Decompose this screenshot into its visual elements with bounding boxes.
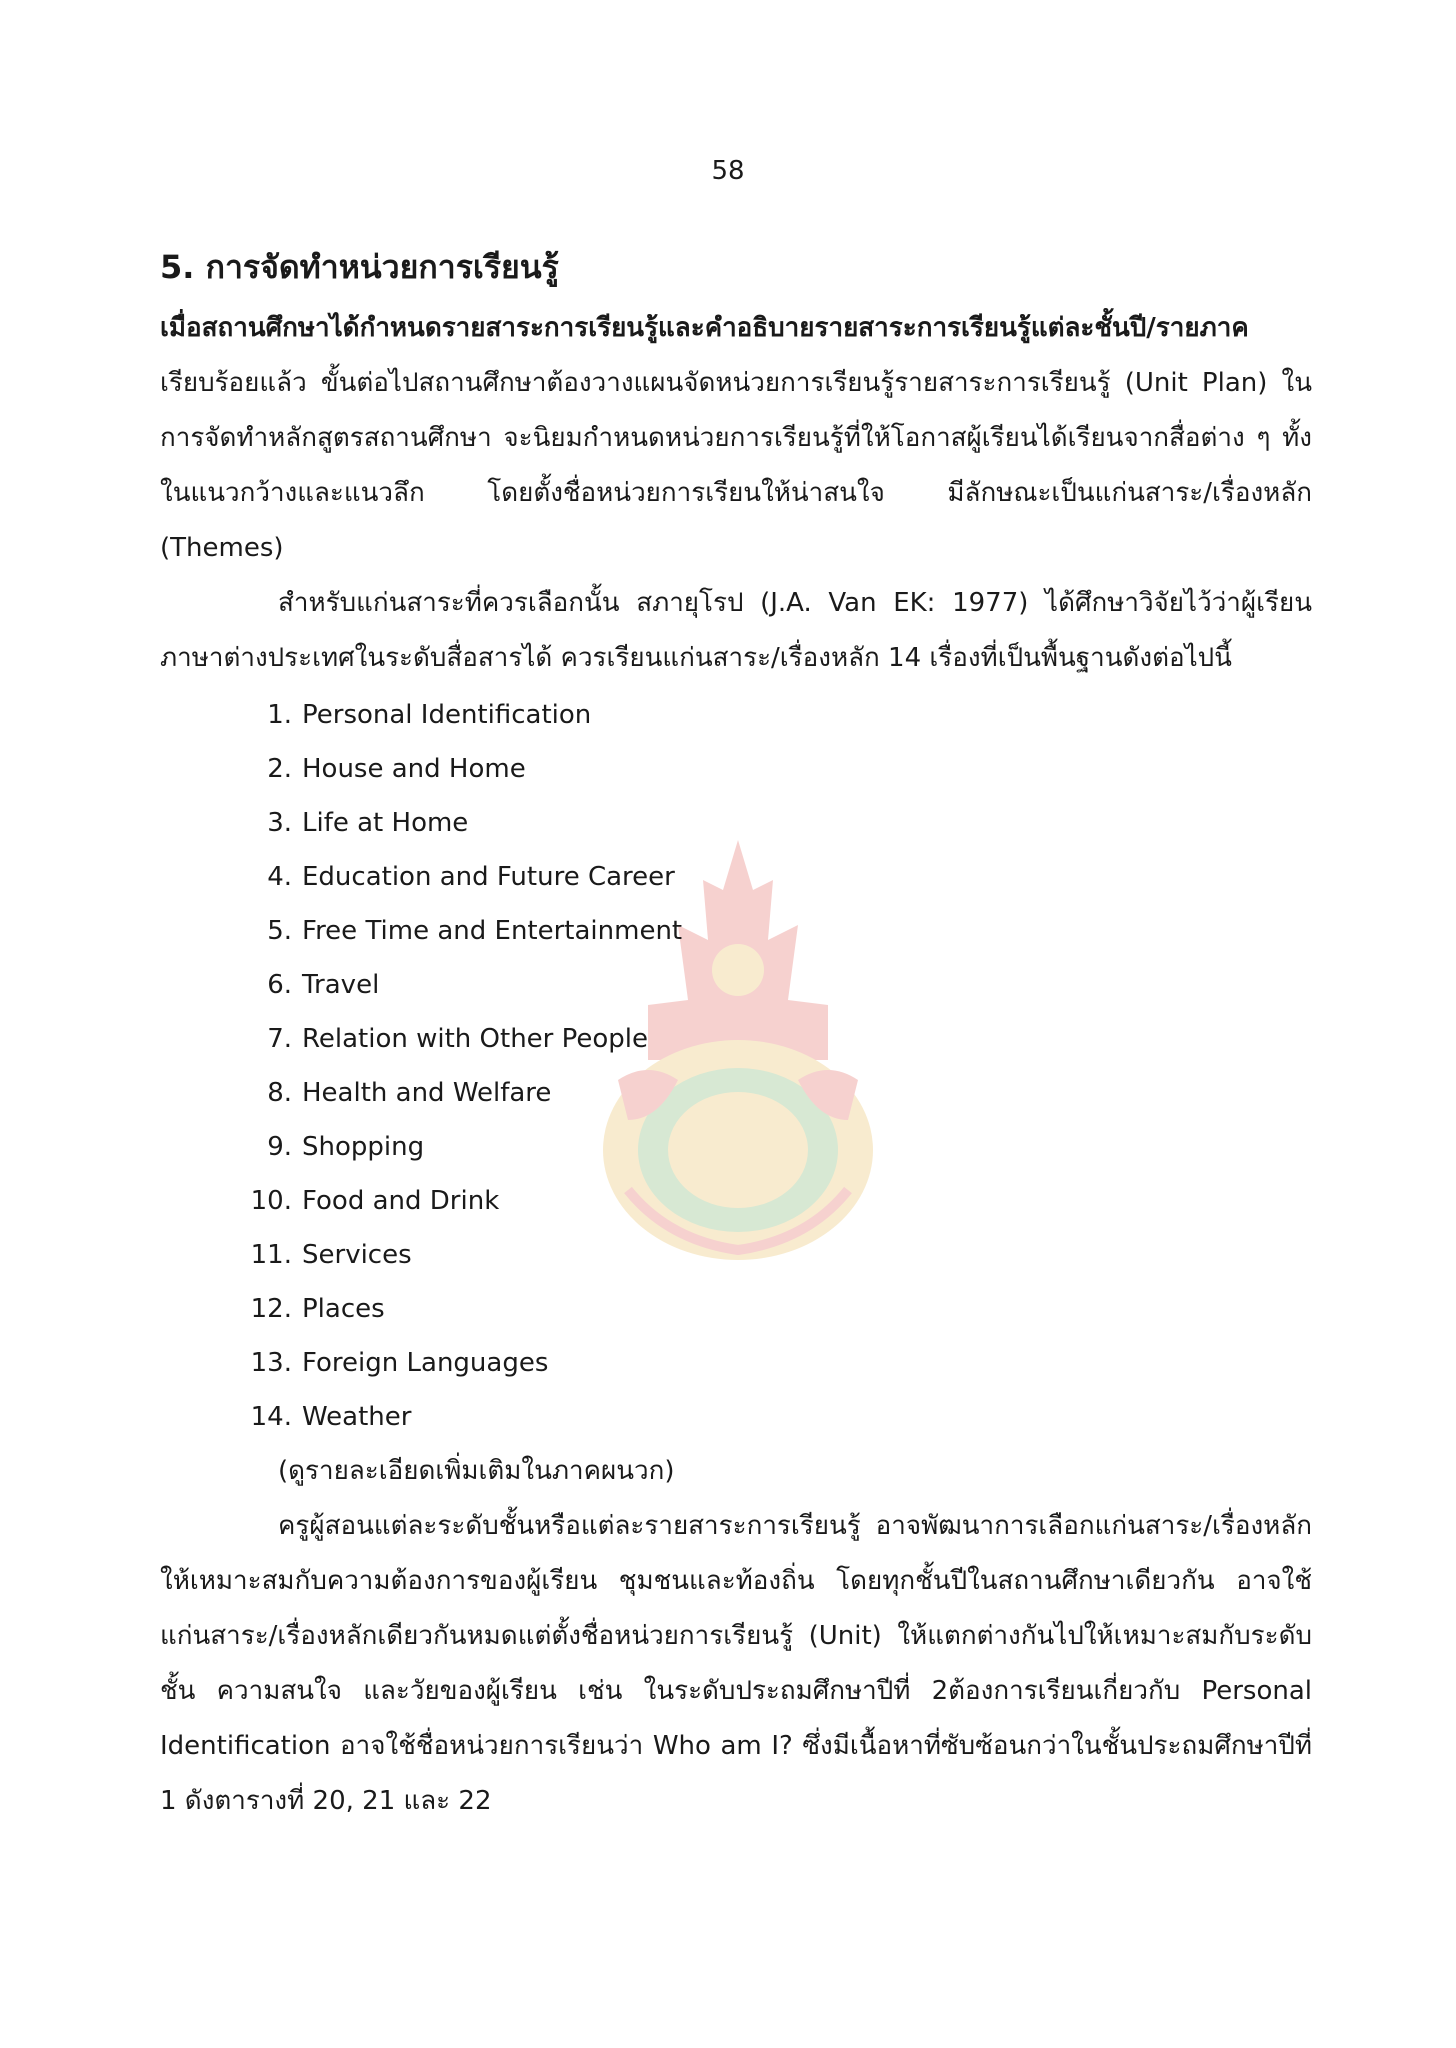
- theme-list-item: [160, 904, 1312, 958]
- theme-number: 10.: [250, 1185, 292, 1216]
- theme-label: Education and Future Career: [302, 861, 675, 892]
- theme-list-item: [160, 850, 1312, 904]
- page-number: 58: [711, 156, 745, 186]
- theme-number: 9.: [267, 1131, 292, 1162]
- theme-number: 1.: [267, 699, 292, 730]
- theme-number: 7.: [267, 1023, 292, 1054]
- theme-number: 13.: [250, 1347, 292, 1378]
- theme-list-item: [160, 1174, 1312, 1228]
- theme-label: Weather: [302, 1401, 412, 1432]
- theme-label: Travel: [302, 969, 380, 1000]
- appendix-note: (ดูรายละเอียดเพิ่มเติมในภาคผนวก): [278, 1456, 675, 1486]
- theme-number: 14.: [250, 1401, 292, 1432]
- intro-paragraph: [160, 301, 1312, 576]
- section-heading: 5. การจัดทำหน่วยการเรียนรู้: [160, 248, 559, 286]
- intro-text: เรียบร้อยแล้ว ขั้นต่อไปสถานศึกษาต้องวางแผนจัดหน่วยการเรียนรู้รายสาระการเรียนรู้ (Unit Plan) ในการจัดทำหลักสูตรสถานศึกษา จะนิยมกำหนดหน่วยการเรียนรู้ที่ให้โอกาสผู้เรียนได้เรียนจากสื่อต่าง ๆ ทั้งในแนวกว้างและแนวลึก โดยตั้งชื่อหน่วยการเรียนให้น่าสนใจ มีลักษณะเป็นแก่นสาระ/เรื่องหลัก (Themes): [160, 368, 1312, 563]
- theme-number: 2.: [267, 753, 292, 784]
- theme-list-item: [160, 958, 1312, 1012]
- theme-list-item: [160, 1012, 1312, 1066]
- theme-number: 12.: [250, 1293, 292, 1324]
- theme-number: 8.: [267, 1077, 292, 1108]
- theme-list-item: [160, 1390, 1312, 1444]
- theme-label: Health and Welfare: [302, 1077, 552, 1108]
- theme-label: Personal Identification: [302, 699, 592, 730]
- intro-bold-text: เมื่อสถานศึกษาได้กำหนดรายสาระการเรียนรู้และคำอธิบายรายสาระการเรียนรู้แต่ละชั้นปี/รายภาค: [160, 313, 1249, 343]
- theme-number: 4.: [267, 861, 292, 892]
- theme-list-item: [160, 688, 1312, 742]
- theme-number: 6.: [267, 969, 292, 1000]
- theme-number: 3.: [267, 807, 292, 838]
- theme-label: House and Home: [302, 753, 526, 784]
- theme-list-item: [160, 1228, 1312, 1282]
- theme-list-item: [160, 796, 1312, 850]
- theme-label: Foreign Languages: [302, 1347, 549, 1378]
- document-body: [160, 240, 1312, 1829]
- theme-label: Shopping: [302, 1131, 425, 1162]
- theme-list-item: [160, 1282, 1312, 1336]
- theme-number: 11.: [250, 1239, 292, 1270]
- theme-label: Free Time and Entertainment: [302, 915, 683, 946]
- themes-list: [160, 688, 1312, 1444]
- theme-list-item: [160, 742, 1312, 796]
- theme-label: Food and Drink: [302, 1185, 500, 1216]
- theme-list-item: [160, 1336, 1312, 1390]
- theme-label: Services: [302, 1239, 412, 1270]
- theme-number: 5.: [267, 915, 292, 946]
- themes-intro-paragraph: สำหรับแก่นสาระที่ควรเลือกนั้น สภายุโรป (J.A. Van EK: 1977) ได้ศึกษาวิจัยไว้ว่าผู้เรียนภาษาต่างประเทศในระดับสื่อสารได้ ควรเรียนแก่นสาระ/เรื่องหลัก 14 เรื่องที่เป็นพื้นฐานดังต่อไปนี้: [160, 588, 1312, 673]
- theme-label: Relation with Other People: [302, 1023, 649, 1054]
- theme-list-item: [160, 1066, 1312, 1120]
- theme-list-item: [160, 1120, 1312, 1174]
- theme-label: Places: [302, 1293, 385, 1324]
- closing-paragraph: ครูผู้สอนแต่ละระดับชั้นหรือแต่ละรายสาระการเรียนรู้ อาจพัฒนาการเลือกแก่นสาระ/เรื่องหลักให้เหมาะสมกับความต้องการของผู้เรียน ชุมชนและท้องถิ่น โดยทุกชั้นปีในสถานศึกษาเดียวกัน อาจใช้แก่นสาระ/เรื่องหลักเดียวกันหมดแต่ตั้งชื่อหน่วยการเรียนรู้ (Unit) ให้แตกต่างกันไปให้เหมาะสมกับระดับชั้น ความสนใจ และวัยของผู้เรียน เช่น ในระดับประถมศึกษาปีที่ 2ต้องการเรียนเกี่ยวกับ Personal Identification อาจใช้ชื่อหน่วยการเรียนว่า Who am I? ซึ่งมีเนื้อหาที่ซับซ้อนกว่าในชั้นประถมศึกษาปีที่ 1 ดังตารางที่ 20, 21 และ 22: [160, 1511, 1312, 1816]
- theme-label: Life at Home: [302, 807, 469, 838]
